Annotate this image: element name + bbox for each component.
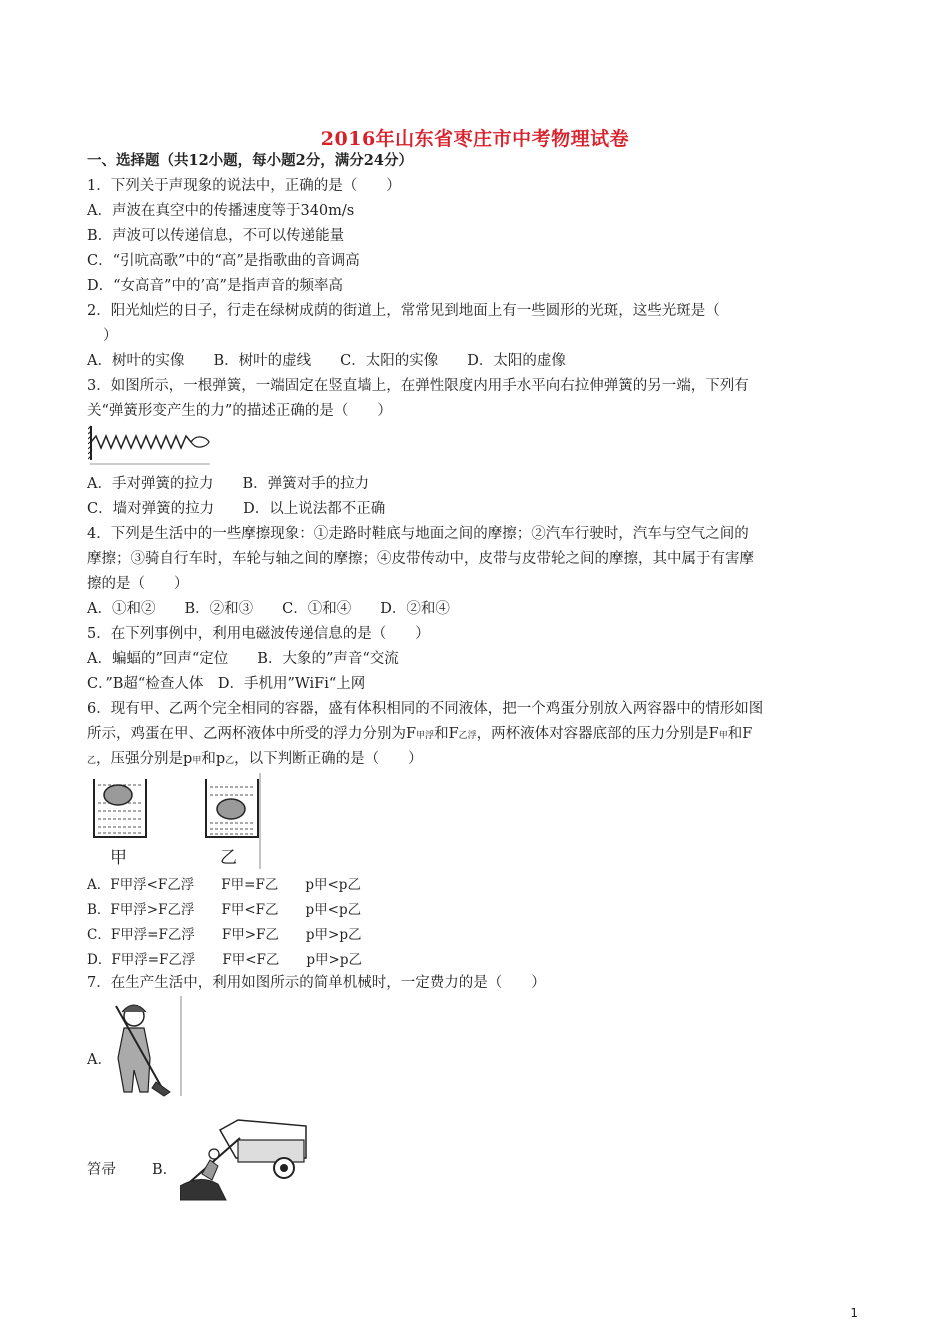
beaker-label-jia: 甲 [110,848,127,868]
q5-options-cd: C．”B超“检查人体 D．手机用”WiFi“上网 [87,676,366,692]
q6-stem-line1: 6．现有甲、乙两个完全相同的容器，盛有体积相同的不同液体，把一个鸡蛋分别放入两容器中的情形如图 [87,701,764,717]
q3-options-cd: C．墙对弹簧的拉力 D．以上说法都不正确 [87,501,386,517]
q2-stem-line1: 2．阳光灿烂的日子，行走在绿树成荫的街道上，常常见到地面上有一些圆形的光斑，这些光斑是（ [87,303,720,319]
q1-stem: 1．下列关于声现象的说法中，正确的是（ ） [87,178,401,194]
q6-stem-line2: 所示，鸡蛋在甲、乙两杯液体中所受的浮力分别为F甲浮和F乙浮，两杯液体对容器底部的压力分别是F甲和F [87,726,753,742]
truck-figure [180,1118,308,1202]
q6-option-b: B．F甲浮>F乙浮 F甲<F乙 p甲<p乙 [87,902,362,918]
broom-figure [104,996,184,1098]
q6-option-d: D．F甲浮=F乙浮 F甲<F乙 p甲>p乙 [87,952,363,968]
q3-stem-line1: 3．如图所示，一根弹簧，一端固定在竖直墙上，在弹性限度内用手水平向右拉伸弹簧的另一端，下列有 [87,378,749,394]
q2-stem-line2: ） [103,328,118,344]
page-title: 2016年山东省枣庄市中考物理试卷 [320,128,630,150]
q4-stem-line3: 擦的是（ ） [87,576,189,592]
q2-options: A．树叶的实像 B．树叶的虚线 C．太阳的实像 D．太阳的虚像 [87,353,566,369]
q6-stem-line3: 乙，压强分别是p甲和p乙，以下判断正确的是（ ） [87,751,423,767]
q7-option-a-caption: 笤帚 [87,1162,116,1178]
q1-option-d: D．“女高音”中的’高”是指声音的频率高 [87,278,343,294]
q7-option-a-label: A． [87,1052,112,1068]
page-number: 1 [850,1306,858,1320]
q1-option-c: C．“引吭高歌”中的“高”是指歌曲的音调高 [87,253,360,269]
q3-options-ab: A．手对弹簧的拉力 B．弹簧对手的拉力 [87,476,370,492]
q4-options: A．①和② B．②和③ C．①和④ D．②和④ [87,601,450,617]
spring-figure [88,424,214,466]
section-heading: 一、选择题（共12小题，每小题2分，满分24分） [87,152,413,169]
q6-option-a: A．F甲浮<F乙浮 F甲=F乙 p甲<p乙 [87,877,361,893]
q5-stem: 5．在下列事例中，利用电磁波传递信息的是（ ） [87,626,430,642]
q6-option-c: C．F甲浮=F乙浮 F甲>F乙 p甲>p乙 [87,927,362,943]
q5-options-ab: A．蝙蝠的”回声“定位 B．大象的”声音“交流 [87,651,399,667]
q1-option-a: A．声波在真空中的传播速度等于340m/s [87,203,355,219]
q4-stem-line2: 摩擦；③骑自行车时，车轮与轴之间的摩擦；④皮带传动中，皮带与皮带轮之间的摩擦，其中属于有害摩 [87,551,754,567]
q3-stem-line2: 关“弹簧形变产生的力”的描述正确的是（ ） [87,403,392,419]
q7-stem: 7．在生产生活中，利用如图所示的简单机械时，一定费力的是（ ） [87,975,546,991]
q1-option-b: B．声波可以传递信息，不可以传递能量 [87,228,345,244]
beaker-label-yi: 乙 [220,848,237,868]
q4-stem-line1: 4．下列是生活中的一些摩擦现象：①走路时鞋底与地面之间的摩擦；②汽车行驶时，汽车与空气之间的 [87,526,749,542]
q7-option-b-label: B． [152,1162,178,1178]
